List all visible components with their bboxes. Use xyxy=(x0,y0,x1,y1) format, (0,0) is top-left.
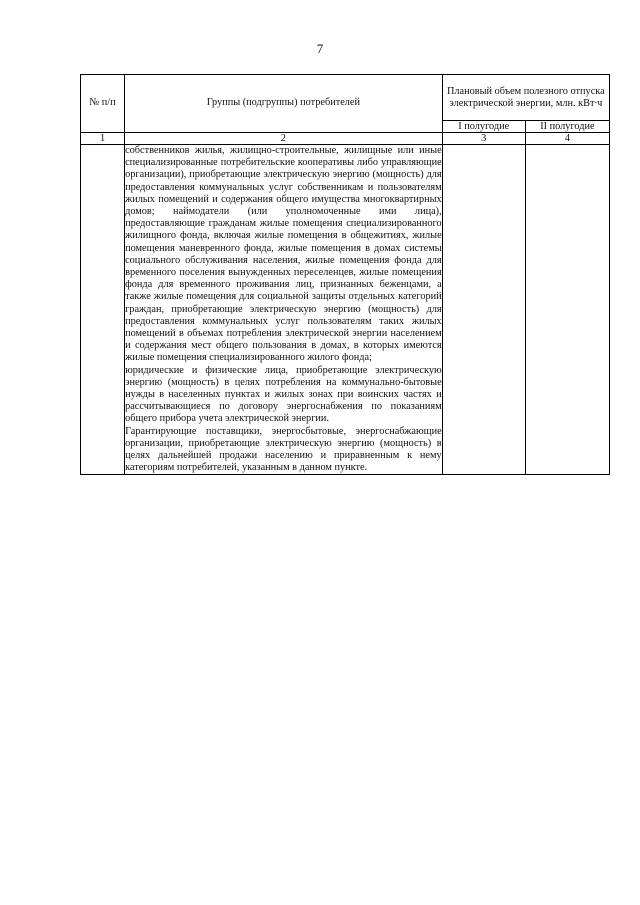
header-half-1: I полугодие xyxy=(442,121,525,133)
column-index: 4 xyxy=(525,133,609,145)
row-half-1-cell xyxy=(442,145,525,475)
row-groups-cell xyxy=(125,145,443,475)
header-num: № п/п xyxy=(81,75,125,133)
header-half-2: II полугодие xyxy=(525,121,609,133)
column-index-row xyxy=(81,133,610,145)
header-plan-volume: Плановый объем полезного отпуска электрической энергии, млн. кВт∙ч xyxy=(442,75,609,121)
paragraph: собственников жилья, жилищно-строительные, жилищные или иные специализированные потребительские кооперативы либо управляющие организации), приобретающие электрическую энергию (мощность) для предоставления коммунальных услуг собственникам и пользователям жилых помещений и содержания общего имущества многоквартирных домов; наймодатели (или уполномоченные ими лица), предоставляющие гражданам жилые помещения специализированного жилищного фонда, включая жилые помещения в общежитиях, жилые помещения маневренного фонда, жилые помещения в домах системы социального обслуживания населения, жилые помещения фонда для временного поселения вынужденных переселенцев, жилые помещения фонда для временного проживания лиц, признанных беженцами, а также жилые помещения для социальной защиты отдельных категорий граждан, приобретающие электрическую энергию (мощность) для предоставления коммунальных услуг пользователям таких жилых помещений в объемах потребления электрической энергии населением и содержания мест общего пользования в домах, в которых имеются жилые помещения специализированного жилого фонда; xyxy=(125,145,442,364)
column-index: 1 xyxy=(81,133,125,145)
column-index: 2 xyxy=(125,133,443,145)
paragraph: Гарантирующие поставщики, энергосбытовые, энергоснабжающие организации, приобретающие электрическую энергию (мощность) в целях дальнейшей продажи населению и приравненным к нему категориям потребителей, указанным в данном пункте. xyxy=(125,425,442,474)
column-index: 3 xyxy=(442,133,525,145)
paragraph: юридические и физические лица, приобретающие электрическую энергию (мощность) в целях потребления на коммунально-бытовые нужды в населенных пунктах и жилых зонах при воинских частях и рассчитывающиеся по договору энергоснабжения по показаниям общего прибора учета электрической энергии. xyxy=(125,364,442,425)
row-half-2-cell xyxy=(525,145,609,475)
table-row xyxy=(81,145,610,475)
row-num-cell xyxy=(81,145,125,475)
table-header-row xyxy=(81,75,610,121)
header-groups: Группы (подгруппы) потребителей xyxy=(125,75,443,133)
page-number: 7 xyxy=(316,41,324,56)
consumer-groups-table xyxy=(80,74,610,475)
